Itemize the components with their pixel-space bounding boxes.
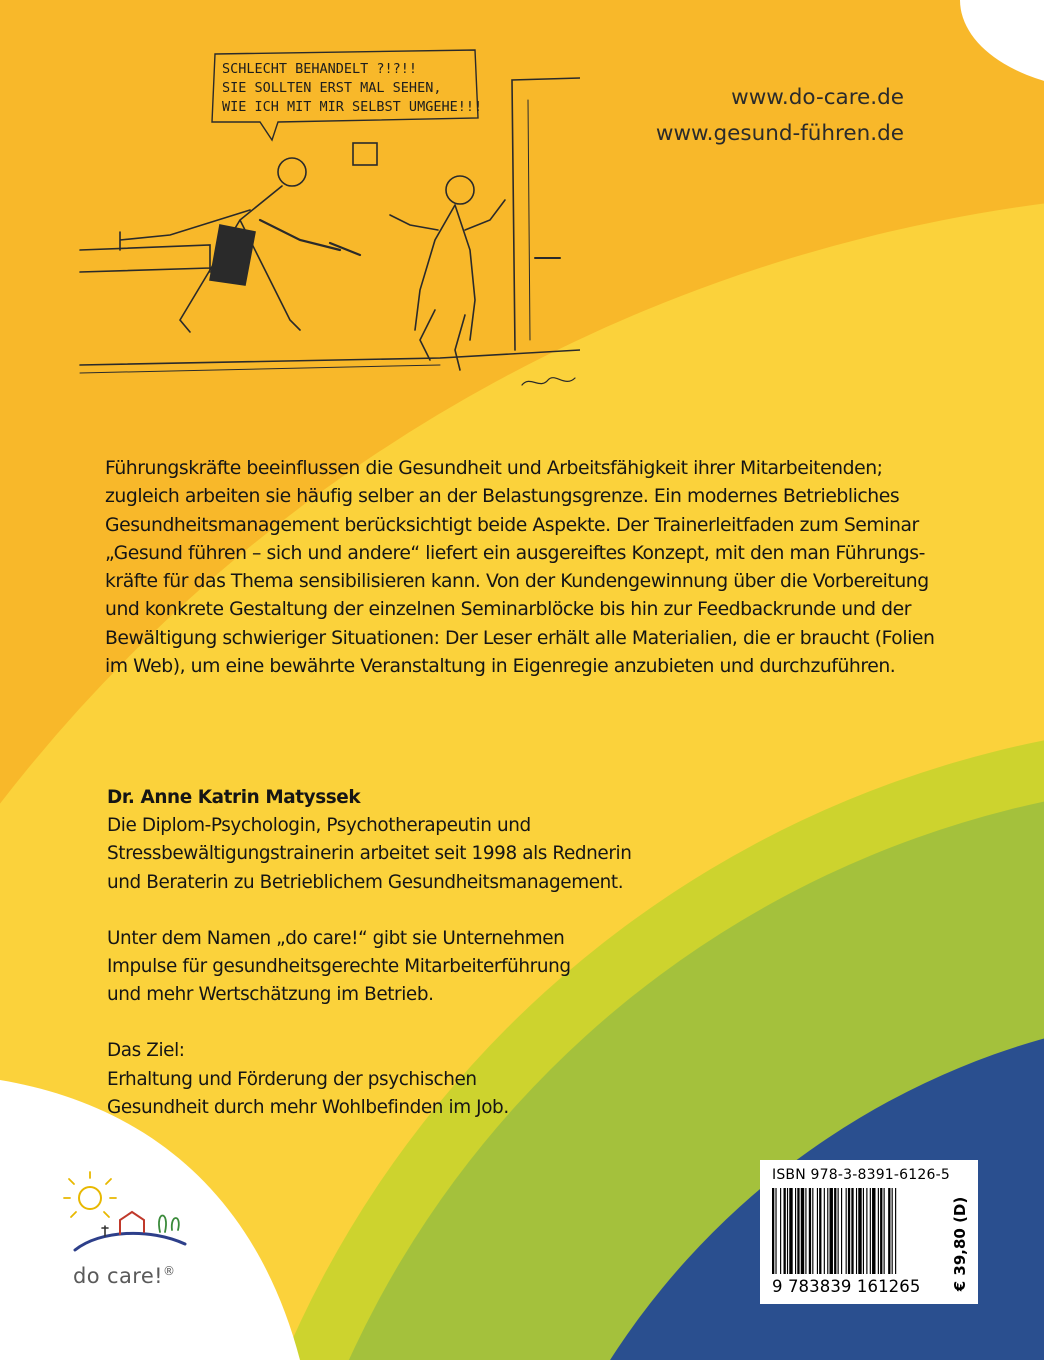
- barcode-bar: [856, 1188, 857, 1274]
- barcode-bar: [787, 1188, 788, 1274]
- author-name: Dr. Anne Katrin Matyssek: [107, 787, 361, 808]
- description-line: Gesundheitsmanagement berücksichtigt beide Aspekte. Der Trainerleitfaden zum Seminar: [105, 514, 919, 536]
- goal-heading: Das Ziel:: [107, 1040, 185, 1062]
- barcode-bar: [888, 1188, 890, 1274]
- description-line: Bewältigung schwieriger Situationen: Der Leser erhält alle Materialien, die er braucht (Folien: [105, 627, 935, 649]
- paragraph-gap: [107, 1009, 667, 1037]
- barcode-bar: [863, 1188, 864, 1274]
- website-gesund-fuehren[interactable]: www.gesund-führen.de: [655, 121, 904, 146]
- door-edge: [528, 100, 530, 340]
- author-bio-line: und Beraterin zu Betrieblichem Gesundheitsmanagement.: [107, 871, 624, 893]
- docare-line: und mehr Wertschätzung im Betrieb.: [107, 984, 434, 1006]
- barcode-bar: [812, 1188, 813, 1274]
- logo-drawing: [60, 1170, 240, 1270]
- website-do-care[interactable]: www.do-care.de: [731, 85, 904, 110]
- barcode-bar: [775, 1188, 776, 1274]
- barcode-bar: [866, 1188, 867, 1274]
- barcode-bar: [878, 1188, 879, 1274]
- barcode-bar: [851, 1188, 853, 1274]
- author-bio-line: Stressbewältigungstrainerin arbeitet seit 1998 als Rednerin: [107, 843, 632, 865]
- floor-shadow-line: [80, 365, 440, 373]
- barcode-bar: [772, 1188, 774, 1274]
- barcode: [772, 1188, 944, 1276]
- description-line: Führungskräfte beeinflussen die Gesundheit und Arbeitsfähigkeit ihrer Mitarbeitenden;: [105, 458, 883, 479]
- wall-picture: [353, 143, 377, 165]
- description-line: und konkrete Gestaltung der einzelnen Seminarblöcke bis hin zur Feedbackrunde und der: [105, 599, 911, 621]
- barcode-bar: [801, 1188, 804, 1274]
- isbn-barcode-box: [760, 1160, 978, 1304]
- barcode-bar: [809, 1188, 811, 1274]
- docare-line: Unter dem Namen „do care!“ gibt sie Unternehmen: [107, 927, 565, 949]
- logo-wordmark: [73, 1264, 175, 1288]
- floor-line: [80, 350, 580, 365]
- employee-head: [446, 176, 474, 204]
- cartoon-illustration: [60, 40, 580, 400]
- barcode-bar: [846, 1188, 847, 1274]
- barcode-bar: [824, 1188, 825, 1274]
- barcode-bar: [805, 1188, 806, 1274]
- sun-rays-icon: [64, 1172, 116, 1217]
- barcode-bar: [858, 1188, 861, 1274]
- goal-line: Erhaltung und Förderung der psychischen: [107, 1068, 477, 1090]
- barcode-digits: 9 783839 161265: [772, 1277, 921, 1296]
- barcode-bar: [827, 1188, 828, 1274]
- description-line: „Gesund führen – sich und andere“ liefert ein ausgereiftes Konzept, mit den man Führungs-: [105, 542, 925, 564]
- description-line: im Web), um eine bewährte Veranstaltung in Eigenregie anzubieten und durchzuführen.: [105, 656, 896, 678]
- author-bio-line: Die Diplom-Psychologin, Psychotherapeutin und: [107, 815, 531, 837]
- barcode-bar: [784, 1188, 786, 1274]
- paragraph-gap: [107, 897, 667, 925]
- barcode-bar: [841, 1188, 842, 1274]
- boss-jacket: [210, 225, 255, 285]
- logo-name: do care!: [73, 1264, 163, 1288]
- price-label: € 39,80 (D): [951, 1196, 969, 1292]
- barcode-bar: [789, 1188, 792, 1274]
- book-description: [105, 455, 955, 681]
- do-care-logo: [60, 1170, 240, 1300]
- boss-head: [278, 158, 306, 186]
- barcode-bar: [830, 1188, 833, 1274]
- barcode-bar: [780, 1188, 781, 1274]
- barcode-bar: [872, 1188, 875, 1274]
- docare-line: Impulse für gesundheitsgerechte Mitarbeiterführung: [107, 956, 571, 978]
- employee-body: [415, 205, 475, 340]
- barcode-bar: [895, 1188, 896, 1274]
- description-line: zugleich arbeiten sie häufig selber an der Belastungsgrenze. Ein modernes Betriebliches: [105, 486, 900, 508]
- price-label-box: [947, 1190, 973, 1298]
- boss-arm-pointing: [260, 220, 360, 255]
- speech-line-3: WIE ICH MIT MIR SELBST UMGEHE!!!: [222, 99, 483, 115]
- speech-line-2: SIE SOLLTEN ERST MAL SEHEN,: [222, 80, 442, 96]
- tree-icon: [159, 1216, 179, 1233]
- registered-mark: ®: [162, 1264, 176, 1278]
- author-section: [107, 784, 667, 1122]
- barcode-bar: [880, 1188, 882, 1274]
- barcode-bar: [834, 1188, 836, 1274]
- speech-line-1: SCHLECHT BEHANDELT ?!?!!: [222, 61, 418, 77]
- desk: [80, 245, 210, 272]
- barcode-bar: [884, 1188, 885, 1274]
- barcode-bar: [870, 1188, 871, 1274]
- employee-legs: [420, 310, 465, 370]
- isbn-label: ISBN 978-3-8391-6126-5: [772, 1167, 950, 1183]
- barcode-bar: [838, 1188, 839, 1274]
- barcode-bar: [819, 1188, 821, 1274]
- employee-arms: [390, 200, 505, 230]
- hill-icon: [75, 1233, 185, 1250]
- description-line: kräfte für das Thema sensibilisieren kann. Von der Kundengewinnung über die Vorbereitung: [105, 571, 929, 593]
- website-links: [656, 80, 904, 152]
- sun-icon: [79, 1187, 101, 1209]
- house-icon: [120, 1212, 144, 1234]
- barcode-bar: [817, 1188, 818, 1274]
- barcode-bar: [795, 1188, 796, 1274]
- goal-line: Gesundheit durch mehr Wohlbefinden im Job.: [107, 1096, 509, 1118]
- artist-signature: [522, 378, 575, 385]
- door-frame: [512, 78, 580, 350]
- barcode-bar: [892, 1188, 893, 1274]
- barcode-bar: [797, 1188, 799, 1274]
- barcode-bar: [848, 1188, 850, 1274]
